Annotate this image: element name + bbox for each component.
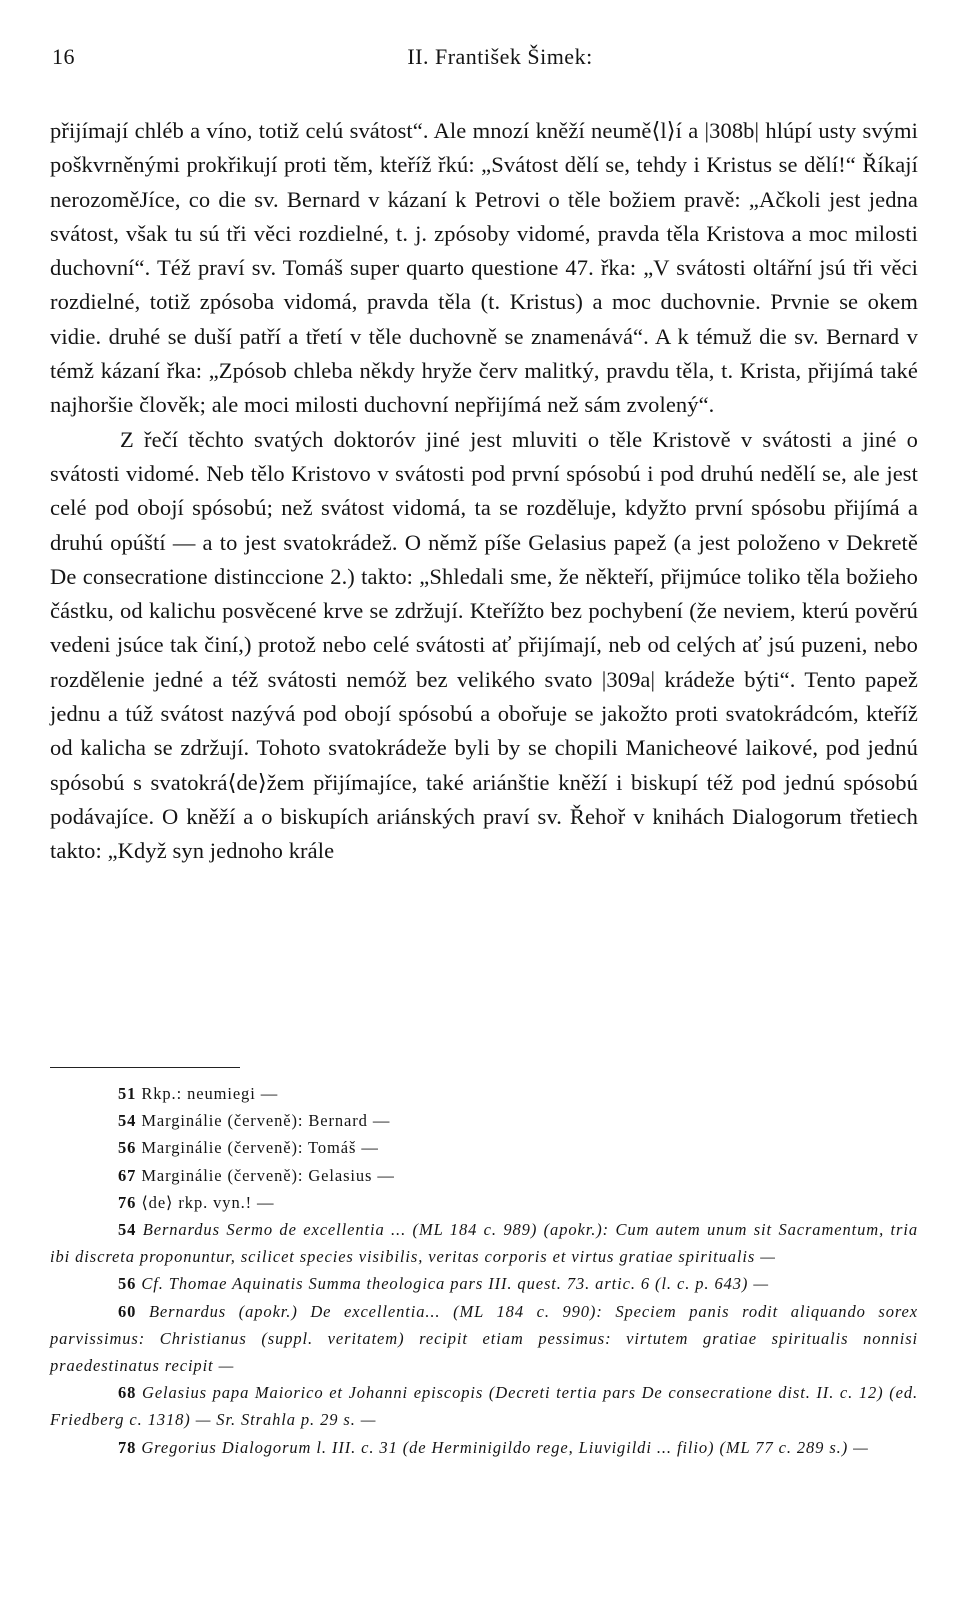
page-number: 16	[52, 44, 75, 69]
note-line-number: 51	[118, 1084, 137, 1103]
apparatus-note	[50, 1134, 918, 1161]
note-line-number: 60	[118, 1301, 137, 1321]
note-text: Cf. Thomae Aquinatis Summa theologica pars III. quest. 73. artic. 6 (l. c. p. 643) —	[141, 1274, 769, 1294]
note-text: Bernardus (apokr.) De excellentia... (ML 184 c. 990): Speciem panis rodit aliquando sorex parvissimus: Christianus (suppl. veritatem) recipit etiam pessimus: virtutem gratiae spiritualis nonnisi praedestinatus recipit —	[50, 1301, 918, 1376]
note-line-number: 54	[118, 1220, 137, 1240]
note-line-number: 54	[118, 1111, 137, 1131]
page-header	[52, 44, 908, 76]
note-text: Gregorius Dialogorum l. III. c. 31 (de Herminigildo rege, Liuvigildi ... filio) (ML 77 c. 289 s.) —	[141, 1437, 869, 1457]
note-line-number: 76	[118, 1192, 137, 1212]
source-note	[50, 1216, 918, 1270]
source-note	[50, 1379, 918, 1433]
footnote-rule	[50, 1067, 240, 1068]
note-line-number: 68	[118, 1383, 137, 1403]
note-line-number: 56	[118, 1138, 137, 1158]
source-note	[50, 1298, 918, 1380]
source-note	[50, 1270, 918, 1297]
running-head: II. František Šimek:	[407, 44, 593, 69]
note-text: ⟨de⟩ rkp. vyn.! —	[141, 1192, 275, 1212]
main-text	[50, 114, 918, 869]
apparatus-note	[50, 1107, 918, 1134]
apparatus-note	[50, 1080, 918, 1107]
paragraph-2: Z řečí těchto svatých doktoróv jiné jest mluviti o těle Kristově v svátosti a jiné o svátosti vidomé. Neb tělo Kristovo v svátosti pod první spósobú i pod druhú nedělí se, ale jest celé pod obojí spósobú; než svátost vidomá, ta se rozděluje, kdyžto první spósobu přijímá a druhú opúští — a to jest svatokrádež. O němž píše Gelasius papež (a jest položeno v Dekretě De consecratione distinccione 2.) takto: „Shledali sme, že někteří, přijmúce toliko těla božieho částku, od kalichu posvěcené krve se zdržují. Kteřížto bez pochybení (že neviem, kterú pověrú vedeni jsúce tak činí,) protož nebo celé svátosti ať přijímají, neb od celých ať jsú puzeni, nebo rozdělenie jedné a též svátosti nemóž bez velikého svato |309a| krádeže býti“. Tento papež jednu a túž svátost nazývá pod obojí spósobú a obořuje se jakožto proti svatokrádcóm, kteříž od kalicha se zdržují. Tohoto svatokrádeže byli by se chopili Manicheové laikové, pod jednú spósobú s svatokrá⟨de⟩žem přijímajíce, také ariánštie kněží i biskupí též pod jednú spósobú podávajíce. O kněží a o biskupích ariánských praví sv. Řehoř v knihách Dialogorum třetiech takto: „Když syn jednoho krále	[50, 426, 918, 864]
note-line-number: 56	[118, 1274, 137, 1294]
apparatus-note	[50, 1189, 918, 1216]
apparatus-note	[50, 1162, 918, 1189]
note-text: Marginálie (červeně): Gelasius —	[141, 1165, 395, 1185]
paragraph-1: přijímají chléb a víno, totiž celú svátost“. Ale mnozí kněží neumě⟨l⟩í a |308b| hlúpí usty svými poškvrněnými prokřikují proti těm, kteříž řkú: „Svátost dělí se, tehdy i Kristus se dělí!“ Říkají nerozoměJíce, co die sv. Bernard v kázaní k Petrovi o těle božiem pravě: „Ačkoli jest jedna svátost, však tu sú tři věci rozdielné, t. j. zpósoby vidomé, pravda těla Kristova a moc milosti duchovní“. Též praví sv. Tomáš super quarto questione 47. řka: „V svátosti oltářní jsú tři věci rozdielné, totiž zpósoba vidomá, pravda těla (t. Kristus) a moc duchovnie. Prvnie se okem vidie. druhé se duší patří a třetí v těle duchovně se znamenává“. A k témuž die sv. Bernard v témž kázaní řka: „Zpósob chleba někdy hryže červ malitký, pravdu těla, t. Krista, přijímá také najhoršie člověk; ale moci milosti duchovní nepřijímá než sám zvolený“.	[50, 118, 918, 418]
note-text: Gelasius papa Maiorico et Johanni episcopis (Decreti tertia pars De consecratione dist. II. c. 12) (ed. Friedberg c. 1318) — Sr. Strahla p. 29 s. —	[50, 1383, 918, 1430]
note-line-number: 67	[118, 1165, 137, 1185]
note-text: Rkp.: neumiegi —	[141, 1084, 279, 1103]
note-text: Marginálie (červeně): Tomáš —	[141, 1138, 379, 1158]
footnotes	[50, 1080, 918, 1461]
note-text: Marginálie (červeně): Bernard —	[141, 1111, 391, 1131]
note-line-number: 78	[118, 1437, 137, 1457]
note-text: Bernardus Sermo de excellentia ... (ML 184 c. 989) (apokr.): Cum autem unum sit Sacramentum, tria ibi discreta proponuntur, scilicet species visibilis, veritas corporis et virtus gratiae spiritualis —	[50, 1220, 918, 1267]
source-note	[50, 1434, 918, 1461]
